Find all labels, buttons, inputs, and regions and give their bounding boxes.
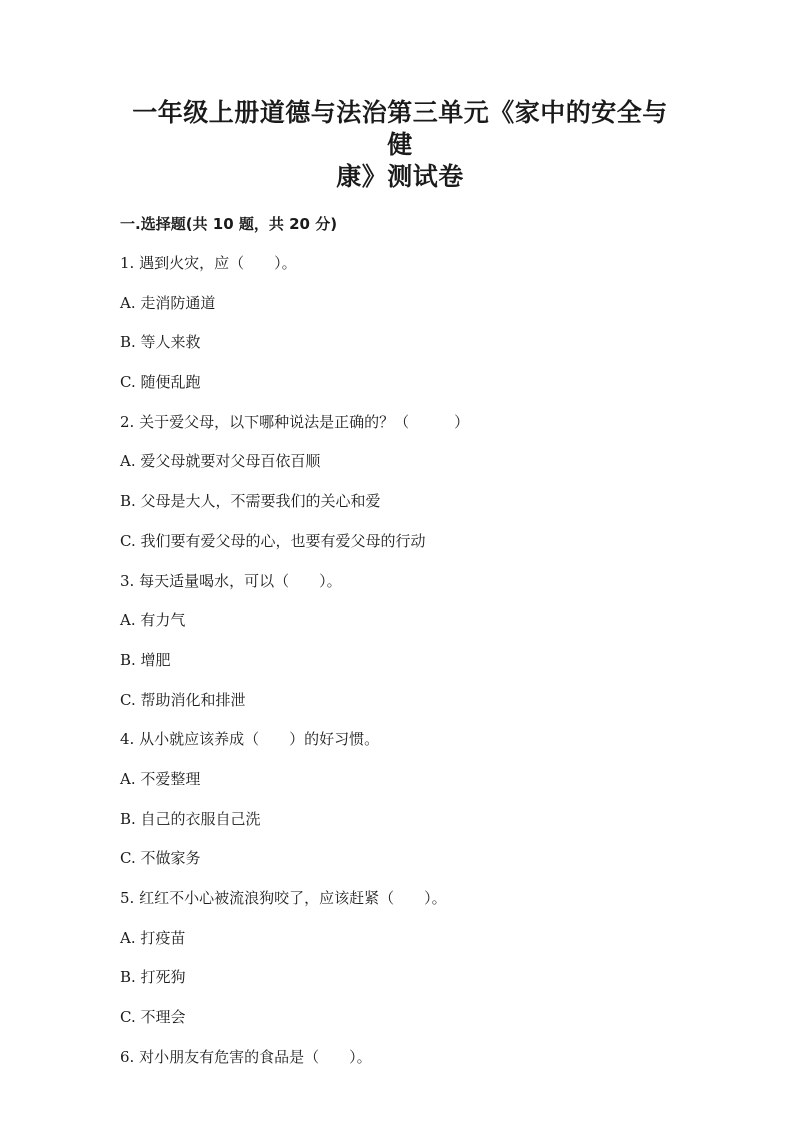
question-5-option-a: A. 打疫苗 — [120, 928, 186, 947]
title-line-2: 康》测试卷 — [336, 162, 464, 191]
question-5-option-c: C. 不理会 — [120, 1008, 186, 1027]
question-4-option-c: C. 不做家务 — [120, 849, 201, 868]
question-1-option-c: C. 随便乱跑 — [120, 373, 201, 392]
question-3-option-c: C. 帮助消化和排泄 — [120, 690, 246, 709]
question-2-option-a: A. 爱父母就要对父母百依百顺 — [120, 452, 321, 471]
question-list — [120, 252, 680, 1068]
question-5-stem: 5. 红红不小心被流浪狗咬了，应该赶紧（ ）。 — [120, 889, 447, 907]
question-4-option-a: A. 不爱整理 — [120, 769, 201, 788]
question-3-stem: 3. 每天适量喝水，可以（ ）。 — [120, 571, 342, 590]
question-5-option-b: B. 打死狗 — [120, 968, 186, 987]
question-2-option-b: B. 父母是大人，不需要我们的关心和爱 — [120, 492, 381, 511]
question-2-stem: 2. 关于爱父母，以下哪种说法是正确的？（ ） — [120, 412, 470, 431]
question-2-option-c: C. 我们要有爱父母的心，也要有爱父母的行动 — [120, 531, 426, 550]
question-1-option-b: B. 等人来救 — [120, 333, 201, 352]
question-1-stem: 1. 遇到火灾，应（ ）。 — [120, 254, 297, 272]
section-heading: 一.选择题(共 10 题，共 20 分) — [120, 215, 338, 233]
question-3-option-a: A. 有力气 — [120, 611, 186, 630]
question-6-stem: 6. 对小朋友有危害的食品是（ ）。 — [120, 1047, 372, 1066]
title-line-1: 一年级上册道德与法治第三单元《家中的安全与健 — [132, 98, 668, 159]
question-1-option-a: A. 走消防通道 — [120, 293, 216, 312]
page-title — [120, 0, 680, 193]
question-4-option-b: B. 自己的衣服自己洗 — [120, 809, 261, 828]
question-3-option-b: B. 增肥 — [120, 650, 171, 669]
question-4-stem: 4. 从小就应该养成（ ）的好习惯。 — [120, 730, 380, 749]
